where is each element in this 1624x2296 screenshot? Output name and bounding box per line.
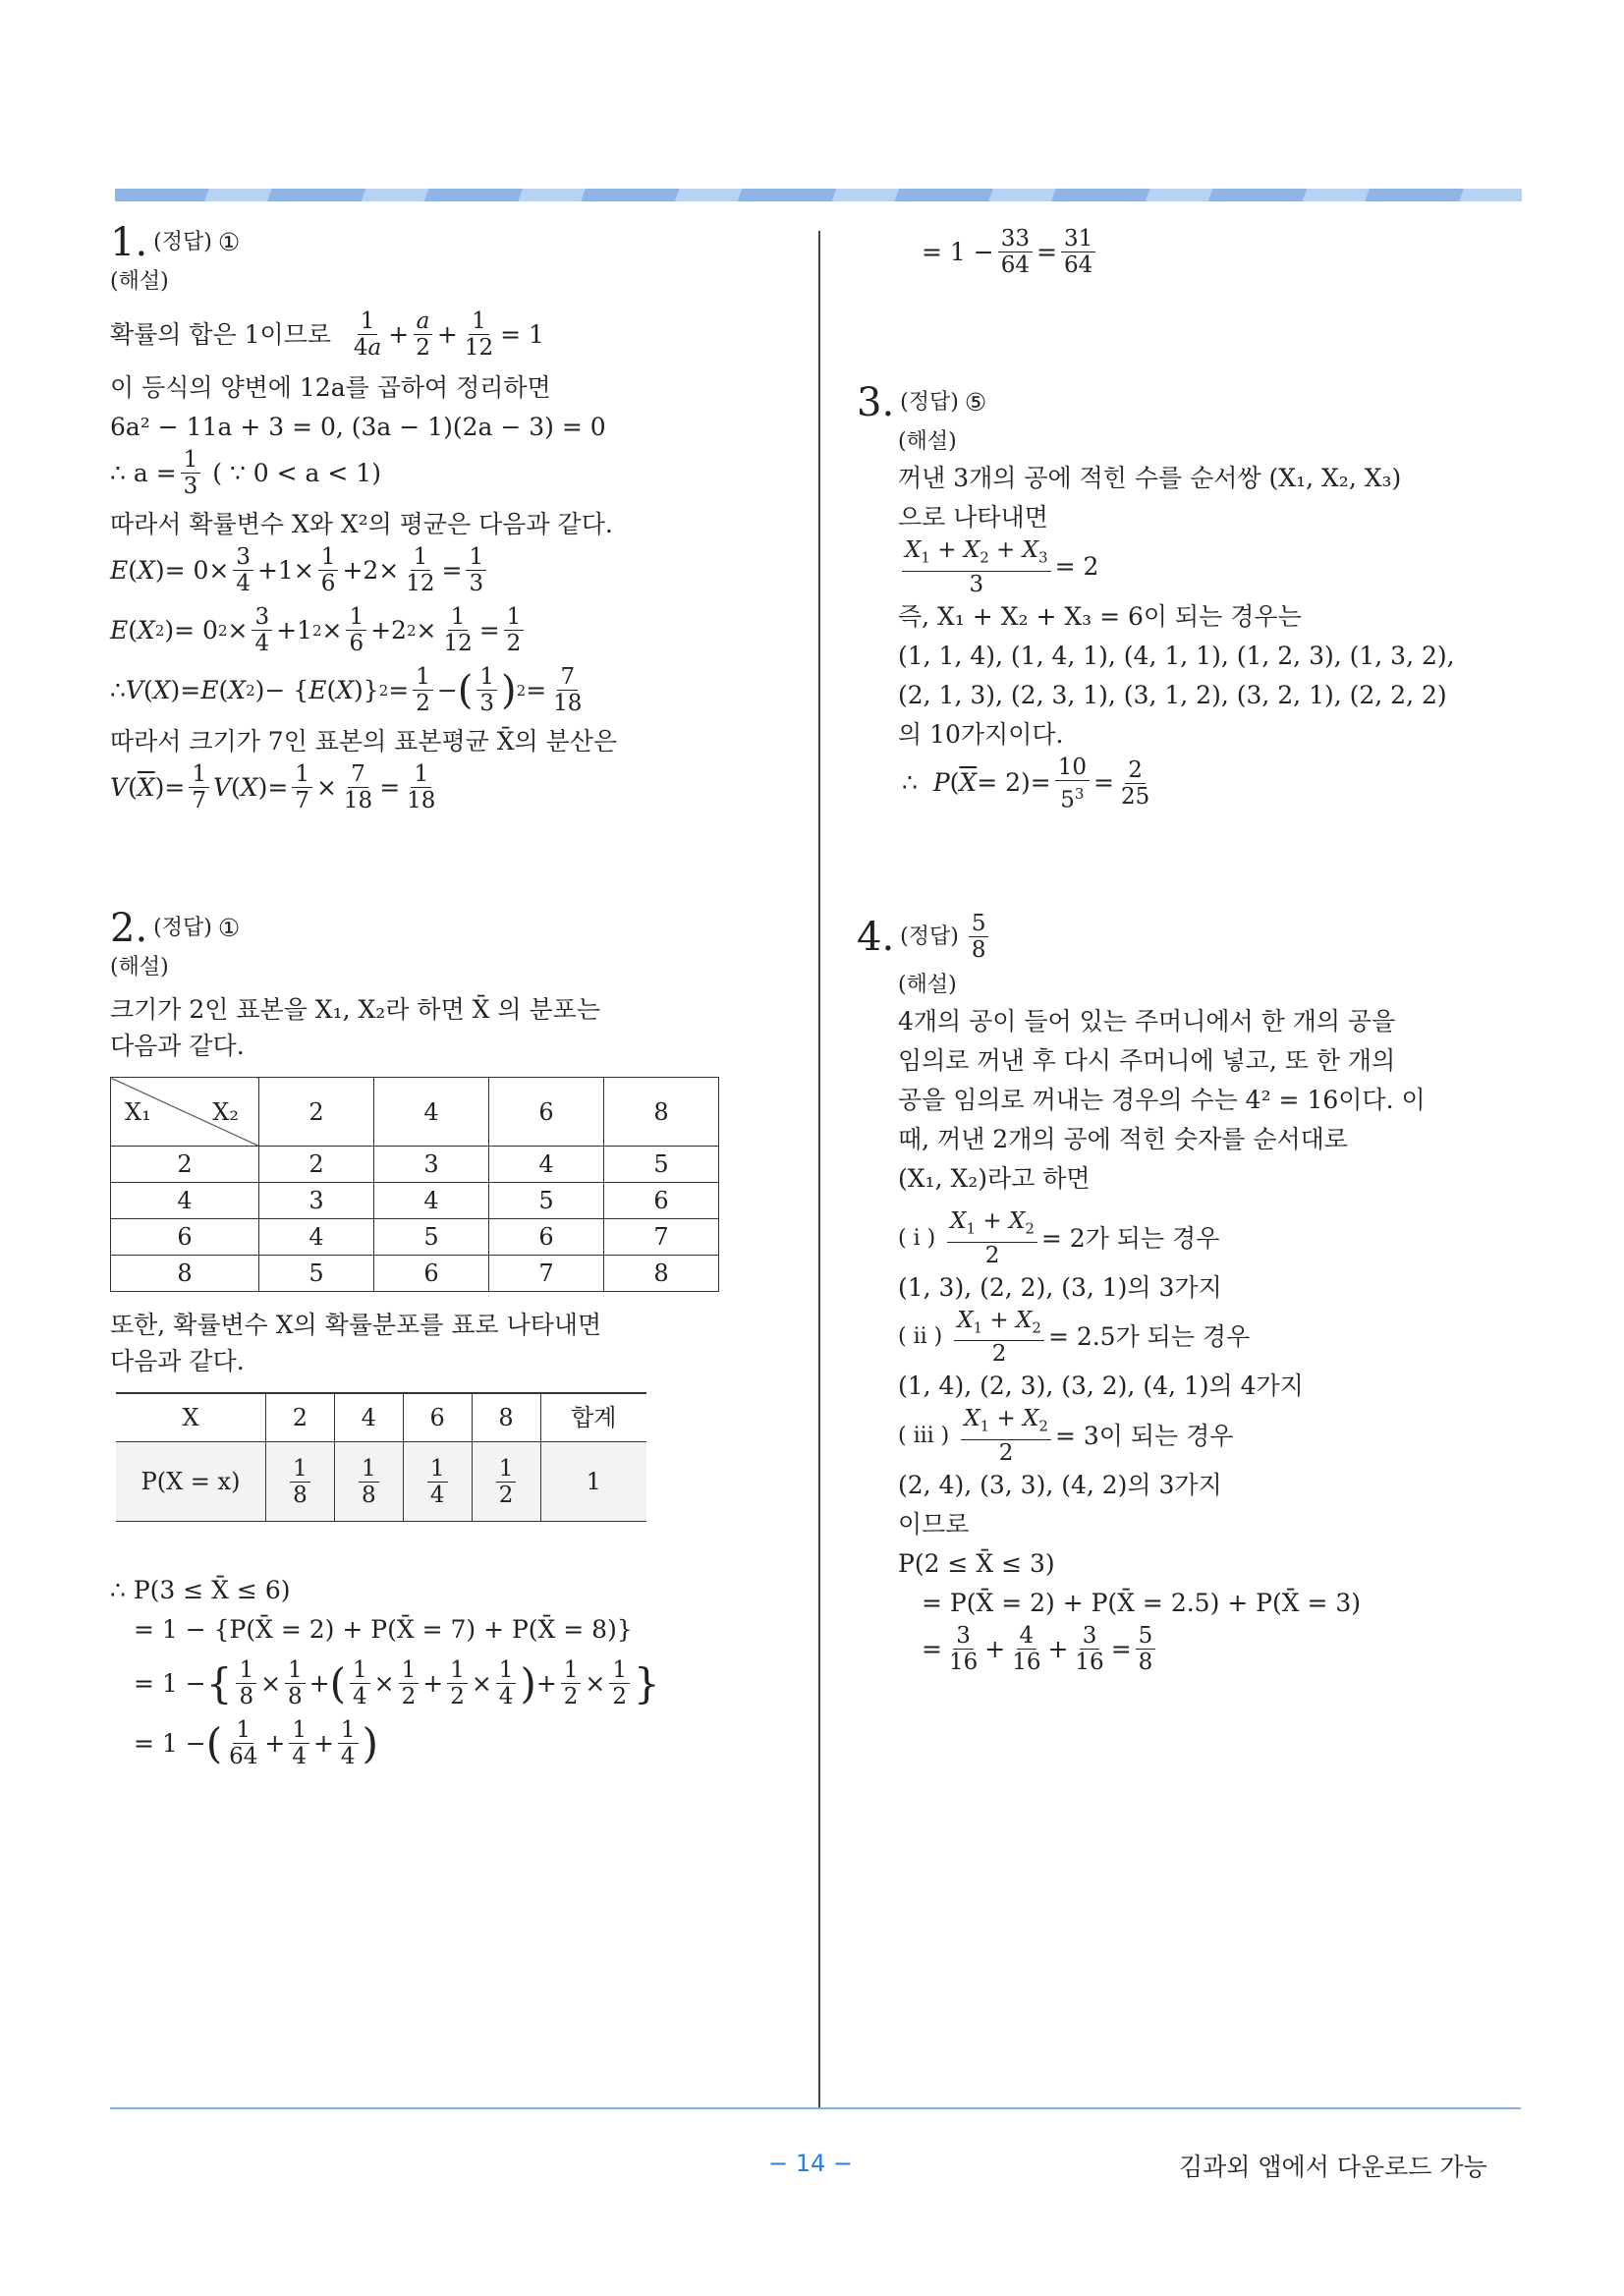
table-row [111,1256,719,1292]
denominator: 4 [429,1482,445,1508]
p2-step5: = 1 − $\frac{33}{64}$ = $\frac{31}{64}$ [922,226,1537,278]
fraction: $\frac{1}{3}$ [181,447,201,499]
p1-line6: E ( X )= 0× $\frac{3}{4}$ +1× $\frac{1}{6}$ +2× $\frac{1}{12}$ = $\frac{1}{3}$ [110,544,749,596]
cell: 6 [374,1256,489,1292]
fraction: $\frac{3}{4}$ [252,604,272,656]
text: ∴ a = [110,458,177,487]
corner-label-x2: X₂ [212,1098,239,1126]
row-header: 2 [111,1147,259,1183]
page-number: − 14 − [767,2150,853,2177]
text: ( ∵ 0 < a < 1) [212,458,381,487]
numerator: 1 [290,1456,310,1483]
p4-line1: 4개의 공이 들어 있는 주머니에서 한 개의 공을 [898,1007,1396,1036]
prob-cell [403,1442,472,1522]
p3-line8: ∴ P ( $\overline{X}$ = 2)= $\frac{10}{5^3}$ = $\frac{2}{25}$ [902,754,1150,813]
cell: 5 [604,1147,719,1183]
col-header: 8 [604,1078,719,1147]
p4-case1: ( i ) $\frac{X_1 + X_2}{2}$ = 2가 되는 경우 [898,1208,1220,1268]
p2-step3: = 1 − { $\frac{1}{8}$ × $\frac{1}{8}$ + ( $\frac{1}{4}$ × $\frac{1}{2}$ + $\frac{1}{2}$ × $\frac{1}{4}$ ) + $\frac{1}{2}$ × $\frac{1}{2}$ } [134,1657,660,1709]
numerator: 1 [359,1456,379,1483]
fraction: $\frac{1}{12}$ [443,604,473,656]
fraction: $\frac{7}{18}$ [553,664,583,716]
answer-label: (정답) [153,916,212,940]
total-cell: 1 [540,1442,646,1522]
text: = 3이 되는 경우 [1054,1421,1234,1450]
header-cell: 2 [266,1393,335,1442]
cell: 3 [259,1183,374,1219]
p1-line7: E ( X 2 )= 0 2 × $\frac{3}{4}$ +1 2 × $\frac{1}{6}$ +2 2 × $\frac{1}{12}$ = $\frac{1}{2}$ [110,604,749,656]
text: 확률의 합은 1이므로 [110,319,331,349]
sample-mean-table [110,1077,719,1292]
cell: 7 [604,1219,719,1256]
fraction: $\frac{1}{6}$ [346,604,366,656]
p2-line2: 다음과 같다. [110,1032,245,1060]
problem-4-header [857,911,1537,963]
header-cell: X [116,1393,266,1442]
prob-cell [266,1442,335,1522]
fraction: $\frac{1}{12}$ [464,308,494,361]
p4-line2: 임의로 꺼낸 후 다시 주머니에 넣고, 또 한 개의 [898,1046,1396,1076]
cell: 5 [489,1183,604,1219]
denominator: 8 [293,1482,308,1508]
answer-value: ① [217,914,241,942]
right-column [857,226,1537,1676]
header-cell: 합계 [540,1393,646,1442]
denominator: 8 [971,937,986,964]
p3-line2: 으로 나타내면 [898,503,1048,532]
p4-case3: ( iii ) $\frac{X_1 + X_2}{2}$ = 3이 되는 경우 [898,1406,1234,1467]
problem-number: 1. [110,220,148,265]
denominator: 2 [498,1482,514,1508]
fraction: $\frac{1}{2}$ [413,664,433,716]
answer-value: ① [217,228,241,256]
row-header: 6 [111,1219,259,1256]
p1-line3: 6a² − 11a + 3 = 0, (3a − 1)(2a − 3) = 0 [110,413,606,441]
footer-rule [110,2107,1521,2109]
answer-value: ⑤ [964,388,987,417]
col-header: 6 [489,1078,604,1147]
cell: 6 [489,1219,604,1256]
prob-label: P(X = x) [116,1442,266,1522]
p4-case3-list: (2, 4), (3, 3), (4, 2)의 3가지 [898,1471,1222,1500]
p2-step4: = 1 − ( $\frac{1}{64}$ + $\frac{1}{4}$ + $\frac{1}{4}$ ) [134,1717,378,1769]
problem-2-header [110,906,749,951]
cell: 4 [259,1219,374,1256]
row-header: 8 [111,1256,259,1292]
p3-line3: $\frac{X_1 + X_2 + X_3}{3}$ = 2 [898,537,1537,597]
header-cell: 4 [334,1393,403,1442]
explanation-label: (해설) [110,955,169,980]
p1-line8: ∴ V ( X )= E ( X 2 )− { E ( X )} 2 = $\frac{1}{2}$ − ( $\frac{1}{3}$ ) 2 = $\frac{7}{18}$ [110,664,749,716]
problem-number: 3. [857,380,895,425]
fraction: $\frac{7}{18}$ [343,761,373,813]
p4-step2: = P(X̄ = 2) + P(X̄ = 2.5) + P(X̄ = 3) [922,1589,1362,1618]
p4-line6: 이므로 [898,1510,970,1540]
table-row [111,1219,719,1256]
p2-step2: = 1 − {P(X̄ = 2) + P(X̄ = 7) + P(X̄ = 8)} [134,1615,633,1644]
p1-line4 [110,447,749,499]
cell: 8 [604,1256,719,1292]
col-header: 4 [374,1078,489,1147]
p1-line10: V ( $\overline{X}$ )= $\frac{1}{7}$ V ( X )= $\frac{1}{7}$ × $\frac{7}{18}$ = $\frac{1}{18}$ [110,761,749,813]
fraction: $\frac{1}{18}$ [407,761,436,813]
p3-line5: (1, 1, 4), (1, 4, 1), (4, 1, 1), (1, 2, 3), (1, 3, 2), [898,641,1455,670]
p3-line4: 즉, X₁ + X₂ + X₃ = 6이 되는 경우는 [898,601,1302,631]
case-label: ( ii ) [898,1324,943,1350]
fraction: $\frac{3}{4}$ [233,544,253,596]
p4-case2-list: (1, 4), (2, 3), (3, 2), (4, 1)의 4가지 [898,1372,1304,1401]
header-cell: 8 [472,1393,540,1442]
cell: 6 [604,1183,719,1219]
p2-line1: 크기가 2인 표본을 X₁, X₂라 하면 X̄ 의 분포는 [110,995,600,1024]
answer-label: (정답) [900,924,959,949]
p4-case2: ( ii ) $\frac{X_1 + X_2}{2}$ = 2.5가 되는 경우 [898,1307,1251,1368]
p3-line6: (2, 1, 3), (2, 3, 1), (3, 1, 2), (3, 2, 1), (2, 2, 2) [898,680,1447,709]
fraction: $\frac{a}{2}$ [413,308,433,361]
cell: 3 [374,1147,489,1183]
fraction: $\frac{1}{6}$ [318,544,339,596]
p4-case1-list: (1, 3), (2, 2), (3, 1)의 3가지 [898,1272,1222,1302]
p4-line4: 때, 꺼낸 2개의 공에 적힌 숫자를 순서대로 [898,1125,1348,1154]
cell: 7 [489,1256,604,1292]
p4-step3: = $\frac{3}{16}$ + $\frac{4}{16}$ + $\frac{3}{16}$ = $\frac{5}{8}$ [922,1623,1537,1675]
prob-cell [334,1442,403,1522]
explanation-label: (해설) [898,429,957,454]
prob-cell [472,1442,540,1522]
p3-line1: 꺼낸 3개의 공에 적힌 수를 순서쌍 (X₁, X₂, X₃) [898,464,1402,492]
problem-3-header [857,380,1537,425]
fraction: $\frac{1}{7}$ [189,761,209,813]
p2-line4: 다음과 같다. [110,1347,245,1375]
fraction: $\frac{1}{2}$ [504,604,525,656]
answer-label: (정답) [153,230,212,254]
table-corner [111,1078,259,1147]
text: = 2.5가 되는 경우 [1047,1322,1251,1352]
problem-number: 4. [857,914,895,960]
p1-line1: 확률의 합은 1이므로 $\frac{1}{4a}$ + $\frac{a}{2}$ + $\frac{1}{12}$ = 1 [110,308,544,361]
header-stripe [115,189,1522,201]
case-label: ( iii ) [898,1423,950,1448]
col-header: 2 [259,1078,374,1147]
p4-step1: P(2 ≤ X̄ ≤ 3) [898,1549,1055,1579]
answer-label: (정답) [900,390,959,415]
distribution-table [116,1392,646,1522]
case-label: ( i ) [898,1225,936,1251]
problem-number: 2. [110,906,148,951]
p1-line9: 따라서 크기가 7인 표본의 표본평균 X̄의 분산은 [110,727,618,756]
row-header: 4 [111,1183,259,1219]
table-row [111,1147,719,1183]
fraction: $\frac{1}{3}$ [476,664,497,716]
fraction: $\frac{1}{12}$ [406,544,435,596]
explanation-label: (해설) [110,269,169,294]
cell: 4 [374,1183,489,1219]
fraction: $\frac{1}{4a}$ [353,308,382,361]
text: = 2가 되는 경우 [1040,1223,1220,1253]
fraction: $\frac{1}{7}$ [292,761,312,813]
p3-line7: 의 10가지이다. [898,719,1064,749]
cell: 5 [374,1219,489,1256]
p2-step1: ∴ P(3 ≤ X̄ ≤ 6) [110,1576,291,1604]
p1-line2: 이 등식의 양변에 12a를 곱하여 정리하면 [110,373,551,402]
corner-label-x1: X₁ [125,1098,151,1126]
explanation-label: (해설) [898,973,957,998]
numerator: 1 [496,1456,517,1483]
fraction: $\frac{1}{3}$ [466,544,486,596]
cell: 5 [259,1256,374,1292]
p4-line3: 공을 임의로 꺼내는 경우의 수는 4² = 16이다. 이 [898,1086,1426,1115]
cell: 4 [489,1147,604,1183]
numerator: 1 [427,1456,448,1483]
p2-line3: 또한, 확률변수 X의 확률분포를 표로 나타내면 [110,1311,602,1339]
numerator: 5 [969,911,989,937]
table-row [111,1183,719,1219]
column-divider [818,231,820,2109]
p4-line5: (X₁, X₂)라고 하면 [898,1164,1091,1194]
answer-fraction [969,911,989,963]
cell: 2 [259,1147,374,1183]
denominator: 8 [361,1482,376,1508]
download-note: 김과외 앱에서 다운로드 가능 [1179,2153,1487,2181]
header-cell: 6 [403,1393,472,1442]
left-column [110,220,749,1769]
problem-1-header [110,220,749,265]
p1-line5: 따라서 확률변수 X와 X²의 평균은 다음과 같다. [110,510,613,538]
